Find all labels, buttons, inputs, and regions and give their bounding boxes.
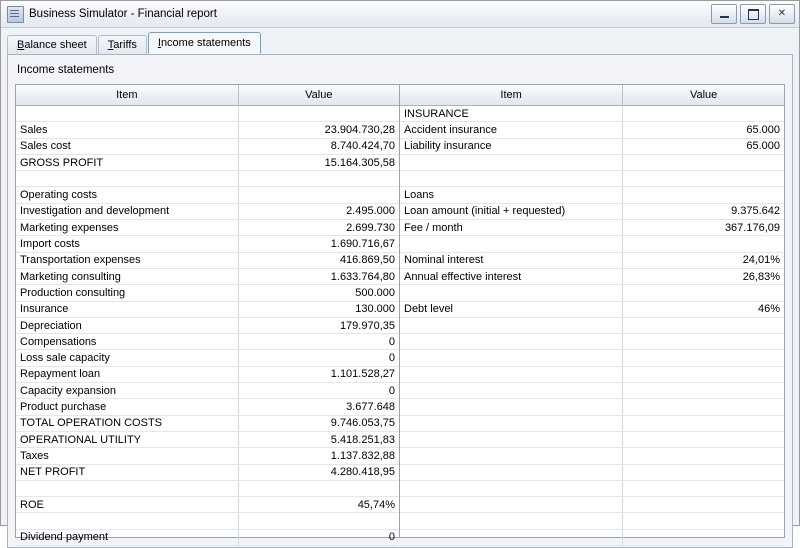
row-item-cell[interactable]: Depreciation: [16, 317, 238, 333]
table-row[interactable]: [400, 268, 784, 284]
row-item-cell[interactable]: [400, 383, 623, 399]
table-row[interactable]: [400, 285, 784, 301]
table-row[interactable]: [16, 317, 399, 333]
row-item-cell[interactable]: [400, 431, 623, 447]
row-value-cell[interactable]: 45,74%: [238, 497, 399, 513]
row-value-cell[interactable]: [238, 187, 399, 203]
row-value-cell[interactable]: [623, 317, 784, 333]
row-item-cell[interactable]: Compensations: [16, 334, 238, 350]
row-value-cell[interactable]: 4.280.418,95: [238, 464, 399, 480]
table-row[interactable]: [400, 415, 784, 431]
row-value-cell[interactable]: 0: [238, 350, 399, 366]
row-item-cell[interactable]: [400, 415, 623, 431]
left-header-value[interactable]: Value: [238, 85, 399, 106]
minimize-button[interactable]: [711, 4, 737, 24]
row-item-cell[interactable]: Sales: [16, 122, 238, 138]
row-item-cell[interactable]: OPERATIONAL UTILITY: [16, 431, 238, 447]
row-value-cell[interactable]: 0: [238, 383, 399, 399]
table-row[interactable]: [16, 464, 399, 480]
row-value-cell[interactable]: 500.000: [238, 285, 399, 301]
row-item-cell[interactable]: Dividend payment: [16, 529, 238, 545]
left-table-body: [16, 106, 399, 546]
row-value-cell[interactable]: [623, 106, 784, 122]
table-row[interactable]: [16, 399, 399, 415]
row-value-cell[interactable]: [623, 366, 784, 382]
row-value-cell[interactable]: 24,01%: [623, 252, 784, 268]
table-row[interactable]: [400, 301, 784, 317]
row-item-cell[interactable]: TOTAL OPERATION COSTS: [16, 415, 238, 431]
table-row[interactable]: [400, 171, 784, 187]
window-controls: [711, 4, 795, 24]
table-row[interactable]: [16, 334, 399, 350]
left-header-item[interactable]: Item: [16, 85, 238, 106]
row-item-cell[interactable]: ROE: [16, 497, 238, 513]
table-row[interactable]: [16, 154, 399, 170]
row-item-cell[interactable]: [400, 529, 623, 545]
row-value-cell[interactable]: 1.137.832,88: [238, 448, 399, 464]
left-table: [16, 85, 399, 546]
table-row[interactable]: [400, 431, 784, 447]
row-item-cell[interactable]: Repayment loan: [16, 366, 238, 382]
table-row[interactable]: [400, 106, 784, 122]
row-value-cell[interactable]: [238, 513, 399, 529]
table-row[interactable]: [16, 448, 399, 464]
row-value-cell[interactable]: 0: [238, 334, 399, 350]
row-value-cell[interactable]: 26,83%: [623, 268, 784, 284]
row-value-cell[interactable]: [238, 106, 399, 122]
row-item-cell[interactable]: Capacity expansion: [16, 383, 238, 399]
row-item-cell[interactable]: [400, 334, 623, 350]
row-value-cell[interactable]: [623, 187, 784, 203]
row-item-cell[interactable]: [400, 317, 623, 333]
row-value-cell[interactable]: 1.633.764,80: [238, 268, 399, 284]
table-row[interactable]: [16, 497, 399, 513]
tab-balance-sheet-label: alance sheet: [24, 39, 87, 51]
tab-content-panel: [7, 54, 793, 548]
table-row[interactable]: [400, 122, 784, 138]
row-item-cell[interactable]: NET PROFIT: [16, 464, 238, 480]
row-value-cell[interactable]: [623, 480, 784, 496]
row-item-cell[interactable]: [16, 480, 238, 496]
row-item-cell[interactable]: Taxes: [16, 448, 238, 464]
row-value-cell[interactable]: [623, 448, 784, 464]
right-table: [400, 85, 784, 546]
row-value-cell[interactable]: 9.375.642: [623, 203, 784, 219]
row-value-cell[interactable]: 46%: [623, 301, 784, 317]
minimize-icon: [712, 5, 736, 23]
row-value-cell[interactable]: [623, 415, 784, 431]
tab-tariffs-mnemonic: T: [107, 39, 114, 51]
table-row[interactable]: [400, 480, 784, 496]
row-value-cell[interactable]: [623, 236, 784, 252]
row-item-cell[interactable]: Sales cost: [16, 138, 238, 154]
table-row[interactable]: [400, 220, 784, 236]
row-item-cell[interactable]: Import costs: [16, 236, 238, 252]
title-bar: [1, 1, 799, 28]
table-row[interactable]: [16, 285, 399, 301]
table-row[interactable]: [16, 171, 399, 187]
row-value-cell[interactable]: 416.869,50: [238, 252, 399, 268]
table-row[interactable]: [400, 366, 784, 382]
row-value-cell[interactable]: 367.176,09: [623, 220, 784, 236]
table-row[interactable]: [400, 236, 784, 252]
table-row[interactable]: [400, 383, 784, 399]
row-value-cell[interactable]: 1.690.716,67: [238, 236, 399, 252]
row-item-cell[interactable]: Annual effective interest: [400, 268, 623, 284]
maximize-button[interactable]: [740, 4, 766, 24]
tab-bar: [1, 28, 799, 54]
income-statements-grid: [15, 84, 785, 544]
row-item-cell[interactable]: [400, 154, 623, 170]
table-row[interactable]: [16, 301, 399, 317]
tab-tariffs-label: ariffs: [113, 39, 137, 51]
tab-balance-sheet-mnemonic: B: [17, 39, 25, 51]
row-item-cell[interactable]: [400, 464, 623, 480]
left-table-wrapper: [16, 85, 400, 544]
table-row[interactable]: [400, 513, 784, 529]
tab-balance-sheet[interactable]: [7, 35, 97, 55]
row-value-cell[interactable]: [623, 171, 784, 187]
row-item-cell[interactable]: [400, 236, 623, 252]
row-value-cell[interactable]: [623, 513, 784, 529]
table-row[interactable]: [16, 480, 399, 496]
row-item-cell[interactable]: [400, 171, 623, 187]
row-value-cell[interactable]: 130.000: [238, 301, 399, 317]
table-row[interactable]: [16, 529, 399, 545]
row-item-cell[interactable]: GROSS PROFIT: [16, 154, 238, 170]
row-item-cell[interactable]: [400, 366, 623, 382]
row-item-cell[interactable]: [16, 106, 238, 122]
row-item-cell[interactable]: Nominal interest: [400, 252, 623, 268]
maximize-icon: [741, 5, 765, 23]
row-value-cell[interactable]: [623, 529, 784, 545]
row-value-cell[interactable]: 3.677.648: [238, 399, 399, 415]
row-item-cell[interactable]: Transportation expenses: [16, 252, 238, 268]
row-item-cell[interactable]: Fee / month: [400, 220, 623, 236]
table-row[interactable]: [400, 138, 784, 154]
row-item-cell[interactable]: Liability insurance: [400, 138, 623, 154]
row-item-cell[interactable]: Marketing consulting: [16, 268, 238, 284]
page-title: Income statements: [17, 64, 115, 76]
table-row[interactable]: [400, 187, 784, 203]
close-button[interactable]: [769, 4, 795, 24]
row-value-cell[interactable]: 15.164.305,58: [238, 154, 399, 170]
table-row[interactable]: [16, 203, 399, 219]
row-item-cell[interactable]: Loans: [400, 187, 623, 203]
row-value-cell[interactable]: 23.904.730,28: [238, 122, 399, 138]
row-value-cell[interactable]: [238, 480, 399, 496]
row-value-cell[interactable]: 5.418.251,83: [238, 431, 399, 447]
row-item-cell[interactable]: [400, 285, 623, 301]
table-row[interactable]: [16, 268, 399, 284]
row-item-cell[interactable]: Debt level: [400, 301, 623, 317]
table-row[interactable]: [16, 187, 399, 203]
row-value-cell[interactable]: 2.495.000: [238, 203, 399, 219]
row-value-cell[interactable]: [623, 464, 784, 480]
table-row[interactable]: [400, 252, 784, 268]
table-row[interactable]: [400, 497, 784, 513]
right-header-value[interactable]: Value: [623, 85, 784, 106]
tab-tariffs[interactable]: [98, 35, 147, 55]
table-row[interactable]: [16, 350, 399, 366]
row-value-cell[interactable]: 2.699.730: [238, 220, 399, 236]
table-row[interactable]: [400, 154, 784, 170]
tab-income-statements-mnemonic: I: [157, 37, 161, 49]
row-item-cell[interactable]: [400, 448, 623, 464]
close-icon: ✕: [777, 8, 787, 19]
table-row[interactable]: [400, 350, 784, 366]
row-value-cell[interactable]: [623, 334, 784, 350]
table-row[interactable]: [16, 236, 399, 252]
row-item-cell[interactable]: Investigation and development: [16, 203, 238, 219]
table-row[interactable]: [400, 464, 784, 480]
window-title: Business Simulator - Financial report: [29, 8, 217, 20]
row-item-cell[interactable]: [400, 513, 623, 529]
table-row[interactable]: [16, 366, 399, 382]
row-value-cell[interactable]: [623, 285, 784, 301]
row-item-cell[interactable]: [16, 513, 238, 529]
table-row[interactable]: [400, 203, 784, 219]
left-table-header-row: [16, 85, 399, 106]
right-table-header-row: [400, 85, 784, 106]
table-row[interactable]: [400, 334, 784, 350]
table-row[interactable]: [16, 431, 399, 447]
row-value-cell[interactable]: 1.101.528,27: [238, 366, 399, 382]
tab-income-statements[interactable]: [148, 32, 261, 54]
table-row[interactable]: [16, 138, 399, 154]
table-row[interactable]: [400, 448, 784, 464]
row-value-cell[interactable]: 0: [238, 529, 399, 545]
row-item-cell[interactable]: Marketing expenses: [16, 220, 238, 236]
row-value-cell[interactable]: 65.000: [623, 122, 784, 138]
table-row[interactable]: [16, 252, 399, 268]
tab-income-statements-label: ncome statements: [160, 37, 251, 49]
right-header-item[interactable]: Item: [400, 85, 623, 106]
table-row[interactable]: [16, 220, 399, 236]
table-row[interactable]: [16, 122, 399, 138]
row-item-cell[interactable]: Loss sale capacity: [16, 350, 238, 366]
row-value-cell[interactable]: [623, 383, 784, 399]
row-item-cell[interactable]: Production consulting: [16, 285, 238, 301]
row-value-cell[interactable]: [623, 350, 784, 366]
row-item-cell[interactable]: Operating costs: [16, 187, 238, 203]
row-value-cell[interactable]: 8.740.424,70: [238, 138, 399, 154]
right-table-wrapper: [400, 85, 784, 537]
row-value-cell[interactable]: [238, 171, 399, 187]
app-icon: [7, 6, 24, 23]
row-value-cell[interactable]: [623, 399, 784, 415]
table-row[interactable]: [16, 415, 399, 431]
row-item-cell[interactable]: Accident insurance: [400, 122, 623, 138]
row-value-cell[interactable]: [623, 497, 784, 513]
right-table-body: [400, 106, 784, 546]
table-row[interactable]: [400, 317, 784, 333]
row-item-cell[interactable]: Loan amount (initial + requested): [400, 203, 623, 219]
row-value-cell[interactable]: 65.000: [623, 138, 784, 154]
row-item-cell[interactable]: [16, 171, 238, 187]
row-value-cell[interactable]: [623, 431, 784, 447]
row-item-cell[interactable]: Product purchase: [16, 399, 238, 415]
table-row[interactable]: [400, 399, 784, 415]
table-row[interactable]: [400, 529, 784, 545]
row-item-cell[interactable]: Insurance: [16, 301, 238, 317]
row-value-cell[interactable]: 179.970,35: [238, 317, 399, 333]
table-row[interactable]: [16, 106, 399, 122]
row-value-cell[interactable]: 9.746.053,75: [238, 415, 399, 431]
row-item-cell[interactable]: [400, 399, 623, 415]
row-item-cell[interactable]: [400, 497, 623, 513]
row-item-cell[interactable]: [400, 480, 623, 496]
row-value-cell[interactable]: [623, 154, 784, 170]
table-row[interactable]: [16, 383, 399, 399]
row-item-cell[interactable]: [400, 350, 623, 366]
table-row[interactable]: [16, 513, 399, 529]
row-item-cell[interactable]: INSURANCE: [400, 106, 623, 122]
